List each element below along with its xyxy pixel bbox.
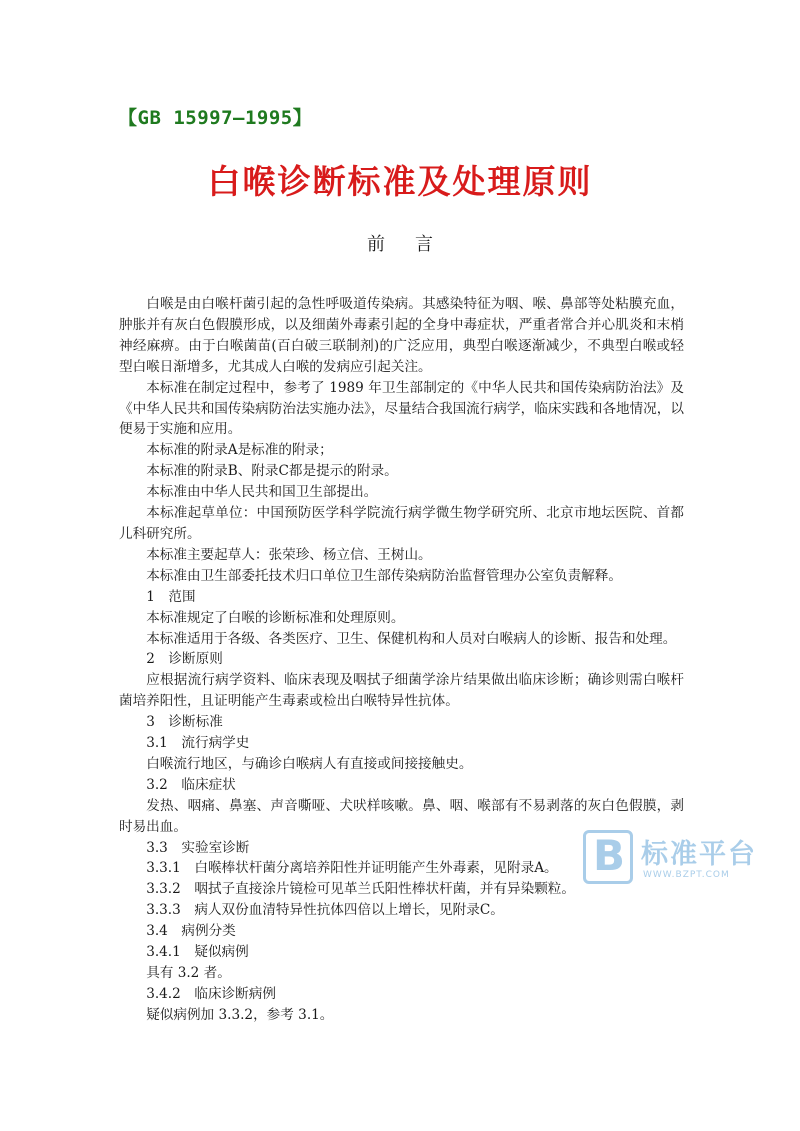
document-body bbox=[119, 294, 684, 1026]
document-title: 白喉诊断标准及处理原则 bbox=[207, 162, 593, 201]
paragraph: 本标准由卫生部委托技术归口单位卫生部传染病防治监督管理办公室负责解释。 bbox=[146, 567, 622, 584]
watermark-letter: B bbox=[593, 831, 626, 880]
paragraph: 3.3.1 白喉棒状杆菌分离培养阳性并证明能产生外毒素，见附录A。 bbox=[146, 860, 558, 877]
paragraph: 本标准起草单位：中国预防医学科学院流行病学微生物学研究所、北京市地坛医院、首都儿科研究所。 bbox=[119, 505, 684, 542]
paragraph: 白喉流行地区，与确诊白喉病人有直接或间接接触史。 bbox=[146, 755, 473, 772]
paragraph: 本标准由中华人民共和国卫生部提出。 bbox=[146, 484, 378, 501]
standard-code: 【GB 15997—1995】 bbox=[118, 107, 313, 129]
watermark-url: WWW.BZPT.COM bbox=[643, 870, 730, 880]
paragraph: 3.4 病例分类 bbox=[146, 923, 236, 940]
paragraph: 2 诊断原则 bbox=[146, 651, 223, 668]
watermark-logo bbox=[583, 828, 757, 892]
paragraph: 本标准的附录A是标准的附录； bbox=[146, 442, 333, 459]
paragraph: 3.4.2 临床诊断病例 bbox=[146, 985, 276, 1002]
paragraph: 白喉是由白喉杆菌引起的急性呼吸道传染病。其感染特征为咽、喉、鼻部等处粘膜充血，肿胀并有灰白色假膜形成，以及细菌外毒素引起的全身中毒症状，严重者常合并心肌炎和末梢神经麻痹。由于白喉菌苗(百白破三联制剂)的广泛应用，典型白喉逐渐减少，不典型白喉或轻型白喉日渐增多，尤其成人白喉的发病应引起关注。 bbox=[119, 296, 684, 375]
paragraph: 本标准适用于各级、各类医疗、卫生、保健机构和人员对白喉病人的诊断、报告和处理。 bbox=[146, 630, 677, 647]
paragraph: 1 范围 bbox=[146, 588, 196, 605]
paragraph: 本标准的附录B、附录C都是提示的附录。 bbox=[146, 463, 398, 480]
paragraph: 本标准在制定过程中，参考了 1989 年卫生部制定的《中华人民共和国传染病防治法》及《中华人民共和国传染病防治法实施办法》，尽量结合我国流行病学，临床实践和各地情况，以便易于实施和应用。 bbox=[119, 379, 684, 438]
paragraph: 3.3.3 病人双份血清特异性抗体四倍以上增长，见附录C。 bbox=[146, 902, 504, 919]
paragraph: 应根据流行病学资料、临床表现及咽拭子细菌学涂片结果做出临床诊断；确诊则需白喉杆菌培养阳性，且证明能产生毒素或检出白喉特异性抗体。 bbox=[119, 672, 684, 710]
paragraph: 本标准规定了白喉的诊断标准和处理原则。 bbox=[146, 609, 405, 626]
paragraph: 3.3.2 咽拭子直接涂片镜检可见革兰氏阳性棒状杆菌，并有异染颗粒。 bbox=[146, 881, 575, 898]
paragraph: 发热、咽痛、鼻塞、声音嘶哑、犬吠样咳嗽。鼻、咽、喉部有不易剥落的灰白色假膜，剥时易出血。 bbox=[119, 797, 684, 835]
paragraph: 疑似病例加 3.3.2，参考 3.1。 bbox=[146, 1006, 334, 1023]
paragraph: 具有 3.2 者。 bbox=[146, 965, 231, 981]
paragraph: 3.2 临床症状 bbox=[146, 776, 236, 793]
paragraph: 3 诊断标准 bbox=[146, 714, 223, 731]
watermark-text: 标准平台 bbox=[641, 839, 757, 870]
paragraph: 本标准主要起草人：张荣珍、杨立信、王树山。 bbox=[146, 546, 432, 563]
paragraph: 3.1 流行病学史 bbox=[146, 735, 250, 752]
section-heading: 前言 bbox=[367, 234, 463, 255]
paragraph: 3.3 实验室诊断 bbox=[146, 839, 250, 856]
paragraph: 3.4.1 疑似病例 bbox=[146, 944, 249, 961]
